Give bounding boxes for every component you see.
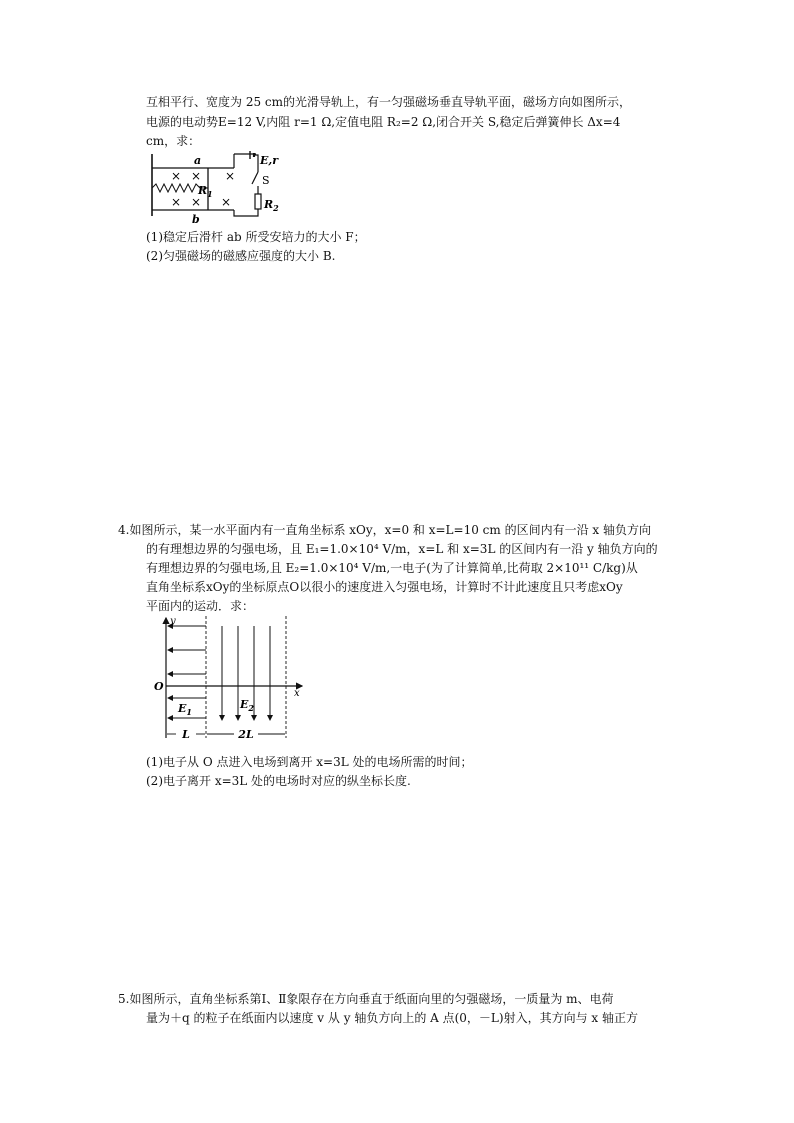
- q4-sub-question-1: (1)电子从 O 点进入电场到离开 x=3L 处的电场所需的时间；: [146, 755, 473, 769]
- q3-line-2: 电源的电动势E=12 V,内阻 r=1 Ω,定值电阻 R₂=2 Ω,闭合开关 S,稳定后弹簧伸长 Δx=4: [146, 115, 621, 129]
- q4-line-3: 有理想边界的匀强电场,且 E₂=1.0×10⁴ V/m,一电子(为了计算简单,比荷取 2×10¹¹ C/kg)从: [146, 561, 638, 575]
- q5-line-1: 5.如图所示，直角坐标系第Ⅰ、Ⅱ象限存在方向垂直于纸面向里的匀强磁场，一质量为 m、电荷: [118, 992, 614, 1006]
- resistor-r2: [255, 194, 261, 209]
- label-origin: O: [154, 680, 164, 693]
- q4-line-5: 平面内的运动．求：: [146, 599, 255, 613]
- label-a: a: [194, 154, 202, 167]
- field-cross-4: ×: [170, 195, 182, 209]
- q3-line-3: cm，求：: [146, 134, 201, 148]
- field-cross-5: ×: [190, 195, 202, 209]
- label-b: b: [192, 213, 200, 226]
- q3-line-1: 互相平行、宽度为 25 cm的光滑导轨上，有一匀强磁场垂直导轨平面，磁场方向如图所示，: [146, 95, 632, 109]
- field-cross-6: ×: [220, 195, 232, 209]
- q4-line-4: 直角坐标系xOy的坐标原点O以很小的速度进入匀强电场，计算时不计此速度且只考虑xOy: [146, 580, 623, 594]
- field-cross-2: ×: [190, 169, 202, 183]
- circuit-diagram: [146, 150, 296, 228]
- label-e2: $E_2$: [240, 698, 254, 713]
- label-e1: $E_1$: [178, 702, 192, 717]
- electric-field-diagram: [150, 612, 310, 746]
- q3-sub-question-1: (1)稳定后滑杆 ab 所受安培力的大小 F；: [146, 230, 366, 244]
- q4-sub-question-2: (2)电子离开 x=3L 处的电场时对应的纵坐标长度.: [146, 774, 411, 788]
- label-dim-L: L: [182, 728, 190, 741]
- label-r1: $R_1$: [198, 184, 213, 199]
- field-cross-3: ×: [224, 169, 236, 183]
- label-dim-2L: 2L: [238, 728, 254, 741]
- label-s: S: [262, 174, 270, 187]
- switch-blade: [252, 172, 258, 184]
- field-cross-1: ×: [170, 169, 182, 183]
- label-x: x: [294, 688, 300, 699]
- q5-line-2: 量为＋q 的粒子在纸面内以速度 v 从 y 轴负方向上的 A 点(0，－L)射入，其方向与 x 轴正方: [146, 1011, 638, 1025]
- q3-sub-question-2: (2)匀强磁场的磁感应强度的大小 B.: [146, 249, 336, 263]
- q4-line-2: 的有理想边界的匀强电场，且 E₁=1.0×10⁴ V/m，x=L 和 x=3L 的区间内有一沿 y 轴负方向的: [146, 542, 658, 556]
- q4-line-1: 4.如图所示，某一水平面内有一直角坐标系 xOy，x=0 和 x=L=10 cm 的区间内有一沿 x 轴负方向: [118, 523, 651, 537]
- label-y: y: [170, 616, 176, 627]
- label-r2: $R_2$: [264, 198, 279, 213]
- label-er: E,r: [260, 154, 279, 167]
